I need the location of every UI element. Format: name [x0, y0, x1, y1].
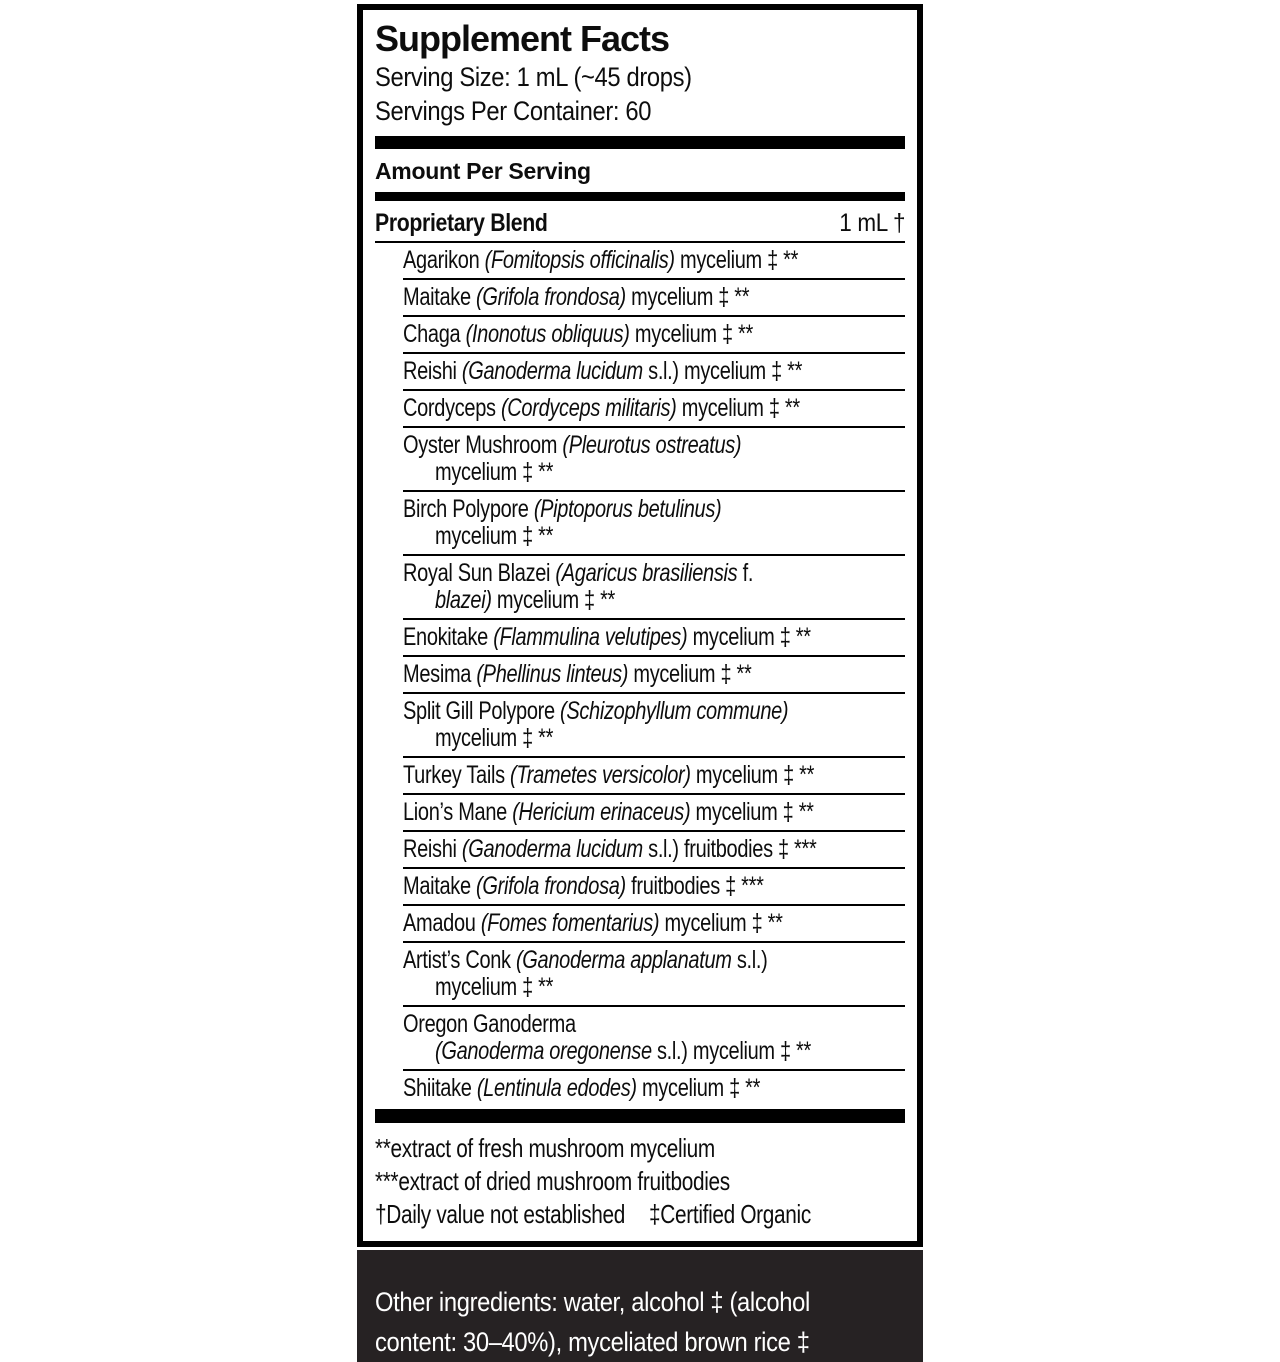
ingredient-line: Amadou (Fomes fomentarius) mycelium ‡ ** [403, 909, 783, 937]
ingredient-line: Cordyceps (Cordyceps militaris) mycelium ‡ ** [403, 394, 800, 422]
ingredient-row [403, 354, 905, 391]
ingredient-line: Chaga (Inonotus obliquus) mycelium ‡ ** [403, 320, 753, 348]
ingredient-row [403, 620, 905, 657]
ingredient-row [403, 758, 905, 795]
ingredient-row [403, 280, 905, 317]
separator-bar-medium [375, 192, 905, 201]
ingredient-row [403, 391, 905, 428]
ingredient-row [403, 943, 905, 1007]
ingredient-row [403, 657, 905, 694]
ingredient-line-wrapped: blazei) mycelium ‡ ** [435, 586, 616, 614]
other-ingredients-line-1: Other ingredients: water, alcohol ‡ (alcohol [375, 1287, 810, 1317]
ingredient-row [403, 694, 905, 758]
ingredient-line: Mesima (Phellinus linteus) mycelium ‡ ** [403, 660, 752, 688]
ingredient-line: Birch Polypore (Piptoporus betulinus) [403, 495, 722, 523]
serving-size-text: Serving Size: 1 mL (~45 drops) [375, 62, 692, 92]
ingredient-line-wrapped: mycelium ‡ ** [435, 522, 554, 550]
ingredient-row [403, 906, 905, 943]
ingredient-row [403, 317, 905, 354]
footnote-certified-organic: ‡Certified Organic [649, 1199, 811, 1229]
ingredient-line: Lion’s Mane (Hericium erinaceus) mycelium ‡ ** [403, 798, 814, 826]
ingredient-list [375, 243, 905, 1106]
ingredient-line: Agarikon (Fomitopsis officinalis) mycelium ‡ ** [403, 246, 799, 274]
proprietary-blend-row [375, 208, 905, 243]
ingredient-line-wrapped: mycelium ‡ ** [435, 724, 554, 752]
other-ingredients-box [357, 1250, 923, 1362]
separator-bar-footnotes [375, 1109, 905, 1123]
ingredient-row [403, 556, 905, 620]
ingredient-line: Enokitake (Flammulina velutipes) mycelium ‡ ** [403, 623, 811, 651]
ingredient-row [403, 243, 905, 280]
ingredient-row [403, 869, 905, 906]
ingredient-line-wrapped: (Ganoderma oregonense s.l.) mycelium ‡ ** [435, 1037, 811, 1065]
label-column [357, 0, 923, 1357]
supplement-facts-title: Supplement Facts [375, 18, 670, 59]
ingredient-line: Reishi (Ganoderma lucidum s.l.) mycelium ‡ ** [403, 357, 803, 385]
footnote-symbols-row [375, 1198, 905, 1231]
ingredient-row [403, 492, 905, 556]
blend-amount: 1 mL † [839, 209, 905, 237]
ingredient-row [403, 428, 905, 492]
ingredient-line: Maitake (Grifola frondosa) fruitbodies ‡ *** [403, 872, 764, 900]
ingredient-line: Turkey Tails (Trametes versicolor) mycelium ‡ ** [403, 761, 815, 789]
other-ingredients-line-2: content: 30–40%), myceliated brown rice ‡ [375, 1327, 810, 1357]
blend-name: Proprietary Blend [375, 209, 548, 237]
ingredient-line: Split Gill Polypore (Schizophyllum commune) [403, 697, 789, 725]
ingredient-row [403, 1007, 905, 1071]
ingredient-row [403, 832, 905, 869]
ingredient-line-wrapped: mycelium ‡ ** [435, 458, 554, 486]
servings-per-container-text: Servings Per Container: 60 [375, 96, 652, 126]
footnote-daily-value: †Daily value not established [375, 1199, 626, 1229]
ingredient-line: Artist’s Conk (Ganoderma applanatum s.l.) [403, 946, 768, 974]
ingredient-row [403, 795, 905, 832]
footnote-dried-fruitbodies: ***extract of dried mushroom fruitbodies [375, 1166, 730, 1196]
ingredient-line: Oyster Mushroom (Pleurotus ostreatus) [403, 431, 742, 459]
ingredient-line: Oregon Ganoderma [403, 1010, 576, 1038]
ingredient-line: Maitake (Grifola frondosa) mycelium ‡ ** [403, 283, 750, 311]
ingredient-line: Royal Sun Blazei (Agaricus brasiliensis f. [403, 559, 754, 587]
ingredient-row [403, 1071, 905, 1106]
separator-bar-thick [375, 136, 905, 149]
ingredient-line: Shiitake (Lentinula edodes) mycelium ‡ ** [403, 1074, 761, 1102]
footnote-fresh-mycelium: **extract of fresh mushroom mycelium [375, 1133, 715, 1163]
ingredient-line-wrapped: mycelium ‡ ** [435, 973, 554, 1001]
facts-panel [357, 4, 923, 1247]
ingredient-line: Reishi (Ganoderma lucidum s.l.) fruitbodies ‡ *** [403, 835, 817, 863]
amount-per-serving-heading: Amount Per Serving [375, 158, 591, 184]
